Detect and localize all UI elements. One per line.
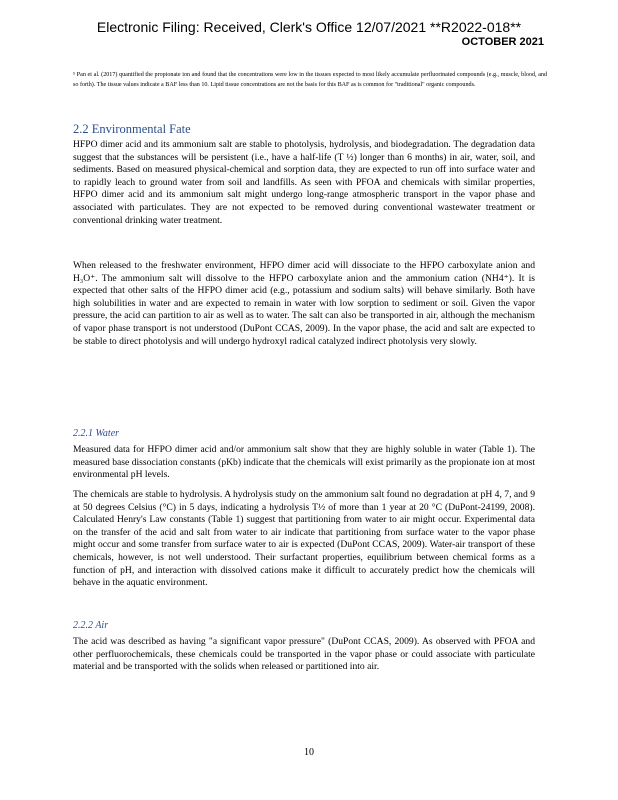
paragraph: The chemicals are stable to hydrolysis. A hydrolysis study on the ammonium salt found no degradation at pH 4, 7, and 9 at 50 degrees Celsius (°C) in 5 days, indicating a hydrolysis T½ of more than 1 year at 20 °C (DuPont-24199, 2008). Calculated Henry's Law constants (Table 1) suggest that partitioning from water to air might occur. Experimental data on the transfer of the acid and salt from water to air indicate that partitioning from surface water to the vapor phase might occur and some transfer from surface water to air is expected (DuPont CCAS, 2009). Water-air transport of these chemicals, however, is not well understood. Their surfactant properties, equilibrium between chemical forms as a function of pH, and interaction with dissolved cations make it difficult to accurately predict how the chemicals will behave in the aquatic environment.: [73, 489, 535, 589]
header-date: OCTOBER 2021: [461, 36, 544, 48]
footnote: ⁵ Pan et al. (2017) quantified the propionate ion and found that the concentrations were low in the tissues expected to most likely accumulate perfluorinated compounds (e.g., muscle, blood, and so forth). The tissue values indicate a BAF less than 10. Lipid tissue concentrations are not the basis for this BAF as is common for "traditional" organic compounds.: [73, 72, 547, 88]
paragraph: When released to the freshwater environment, HFPO dimer acid will dissociate to the HFPO carboxylate anion and H₃O⁺. The ammonium salt will dissolve to the HFPO carboxylate anion and the ammonium cation (NH4⁺). It is expected that other salts of the HFPO dimer acid (e.g., potassium and sodium salts) will behave similarly. Both have high solubilities in water and are expected to remain in water with low sorption to sediment or soil. Given the vapor pressure, the acid can partition to air as well as to water. The salt can also be transported in air, although the mechanism of vapor phase transport is not understood (DuPont CCAS, 2009). In the vapor phase, the acid and salt are expected to be stable to direct photolysis and will undergo hydroxyl radical catalyzed indirect photolysis very slowly.: [73, 260, 535, 347]
paragraph: Measured data for HFPO dimer acid and/or ammonium salt show that they are highly soluble in water (Table 1). The measured base dissociation constants (pKb) indicate that the chemicals will exist primarily as the propionate ion at most environmental pH levels.: [73, 444, 535, 481]
subsection-title-water: 2.2.1 Water: [73, 428, 120, 439]
filing-header: Electronic Filing: Received, Clerk's Office 12/07/2021 **R2022-018**: [96, 19, 522, 35]
page-number: 10: [304, 747, 314, 758]
subsection-title-air: 2.2.2 Air: [73, 620, 109, 631]
paragraph: HFPO dimer acid and its ammonium salt are stable to photolysis, hydrolysis, and biodegradation. The degradation data suggest that the substances will be persistent (i.e., have a half-life (T ½) longer than 6 months) in air, water, soil, and sediments. Based on measured physical-chemical and sorption data, they are expected to run off into surface water and to rapidly leach to ground water from soil and landfills. As seen with PFOA and chemicals with similar properties, HFPO dimer acid and its ammonium salt might undergo long-range atmospheric transport in the vapor phase and associated with particulates. They are not expected to be removed during conventional wastewater treatment or conventional drinking water treatment.: [73, 139, 535, 226]
paragraph: The acid was described as having "a significant vapor pressure" (DuPont CCAS, 2009). As observed with PFOA and other perfluorochemicals, these chemicals could be transported in the vapor phase or could associate with particulate material and be transported with the solids when released or partitioned into air.: [73, 636, 535, 673]
section-title: 2.2 Environmental Fate: [73, 122, 191, 136]
